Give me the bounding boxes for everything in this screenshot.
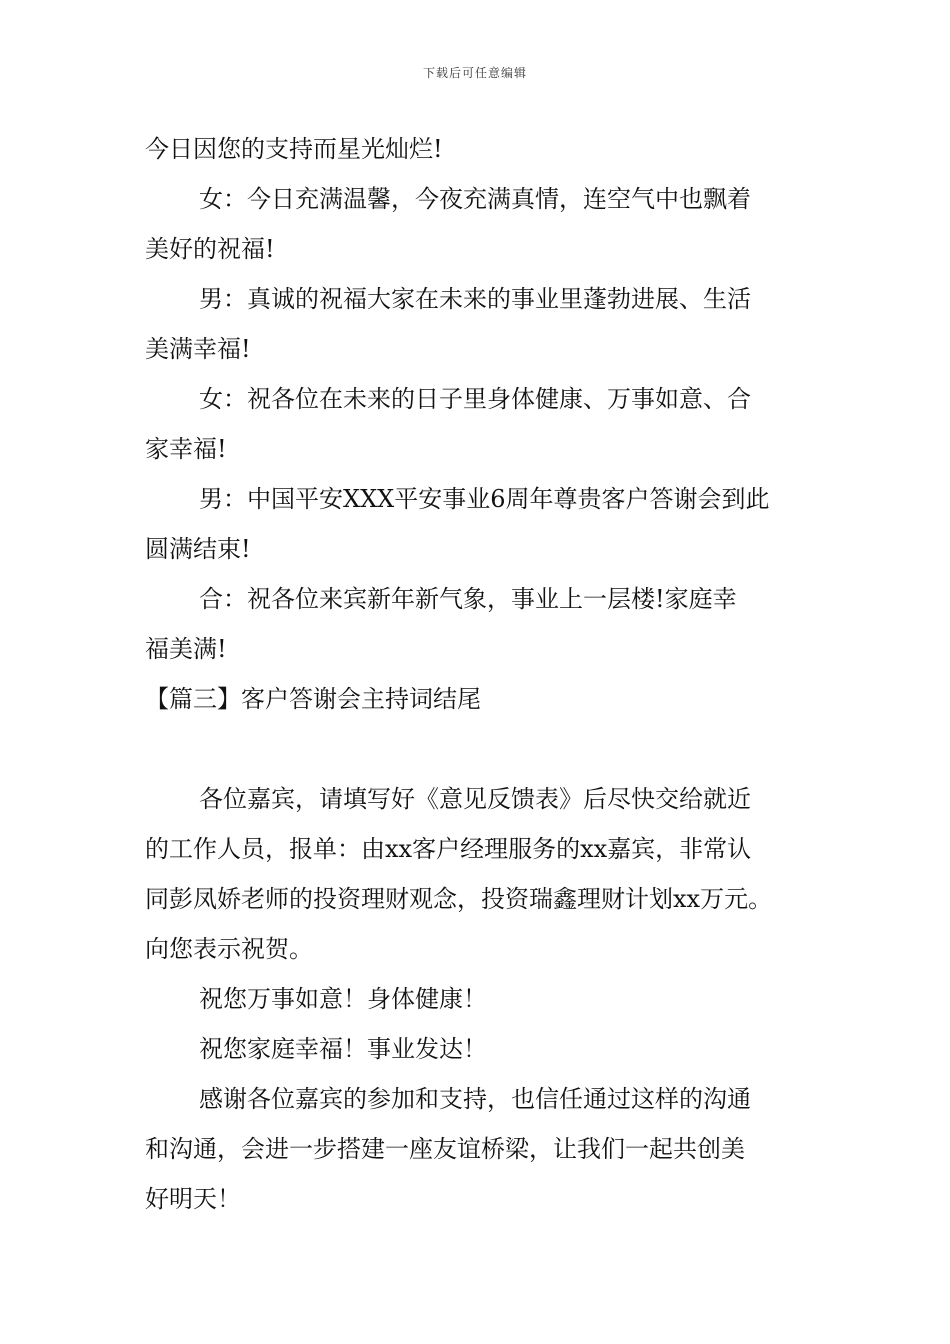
text-line: 好明天！ — [145, 1185, 241, 1213]
text-line: 各位嘉宾，请填写好《意见反馈表》后尽快交给就近 — [199, 785, 751, 813]
text-line: 同彭凤娇老师的投资理财观念，投资瑞鑫理财计划xx万元。 — [145, 885, 773, 913]
text-line: 家幸福! — [145, 435, 227, 463]
text-line: 合：祝各位来宾新年新气象，事业上一层楼!家庭幸 — [199, 585, 737, 613]
text-line: 感谢各位嘉宾的参加和支持，也信任通过这样的沟通 — [199, 1085, 751, 1113]
text-line: 的工作人员，报单：由xx客户经理服务的xx嘉宾，非常认 — [145, 835, 752, 863]
text-line: 祝您万事如意！身体健康！ — [199, 985, 487, 1013]
text-line: 女：祝各位在未来的日子里身体健康、万事如意、合 — [199, 385, 751, 413]
document-body — [145, 124, 825, 1224]
text-line: 祝您家庭幸福！事业发达！ — [199, 1035, 487, 1063]
text-line: 男：真诚的祝福大家在未来的事业里蓬勃进展、生活 — [199, 285, 751, 313]
text-line: 向您表示祝贺。 — [145, 935, 313, 963]
page-header: 下载后可任意编辑 — [422, 66, 527, 80]
text-line: 美满幸福! — [145, 335, 251, 363]
text-line: 和沟通，会进一步搭建一座友谊桥梁，让我们一起共创美 — [145, 1135, 745, 1163]
text-line: 今日因您的支持而星光灿烂! — [145, 135, 443, 163]
blank-line — [145, 724, 825, 774]
text-line: 圆满结束! — [145, 535, 251, 563]
text-line: 男：中国平安XXX平安事业6周年尊贵客户答谢会到此 — [199, 485, 770, 513]
text-line: 美好的祝福! — [145, 235, 275, 263]
text-line: 福美满! — [145, 635, 227, 663]
section-heading: 【篇三】客户答谢会主持词结尾 — [145, 685, 481, 713]
text-line: 女：今日充满温馨，今夜充满真情，连空气中也飘着 — [199, 185, 751, 213]
